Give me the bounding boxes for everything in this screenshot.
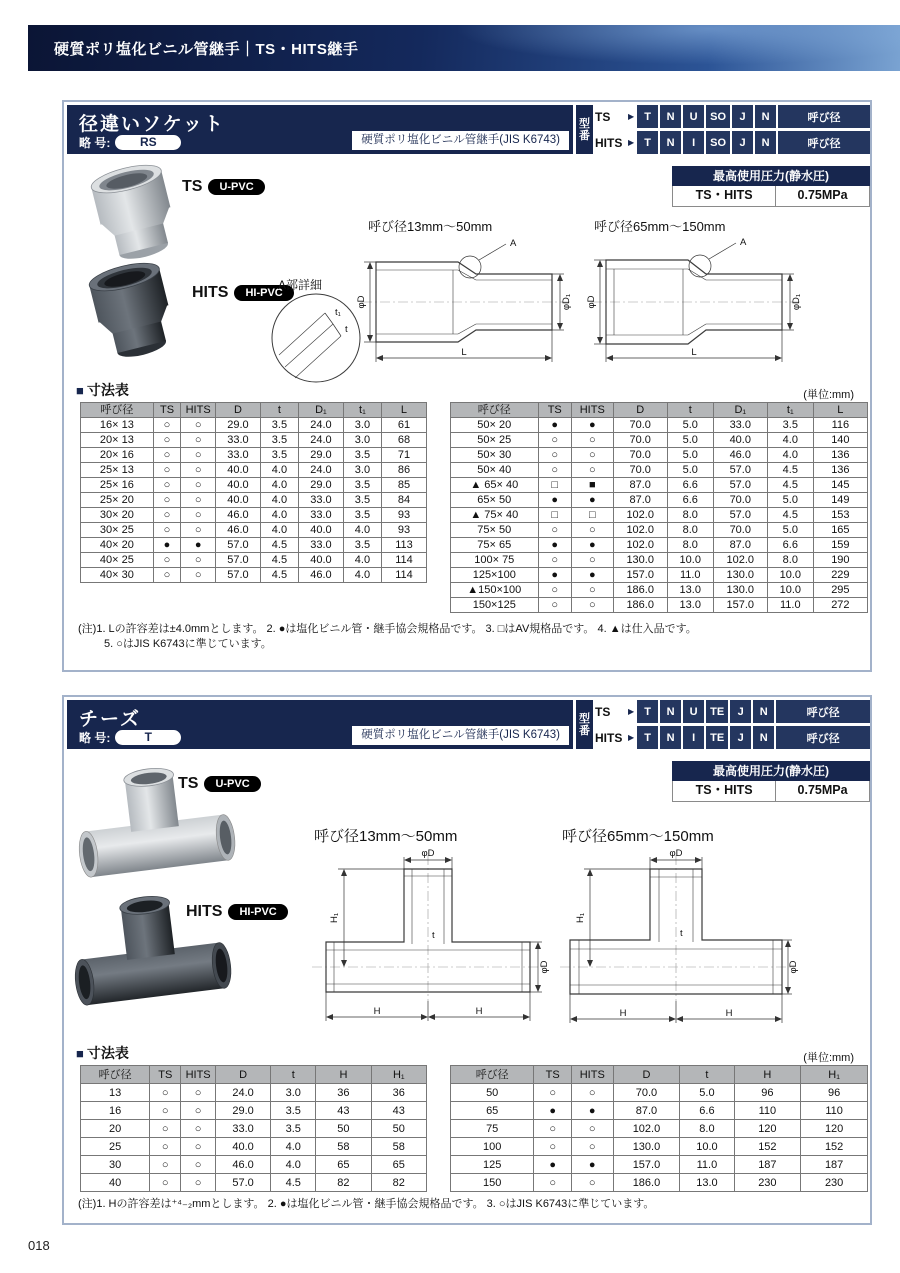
column-header: HITS [571,403,613,418]
column-header: t₁ [767,403,813,418]
title-bullet: ■ [76,382,84,398]
svg-text:φD: φD [356,295,367,309]
column-header: t [260,403,298,418]
unit-label: (単位:mm) [803,389,854,401]
svg-text:A: A [740,237,747,248]
column-header: H [316,1066,371,1084]
table-row: 25 ○ ○ 40.0 4.0 58 58 [81,1138,427,1156]
column-header: t [680,1066,734,1084]
column-header: D₁ [713,403,767,418]
unit-label: (単位:mm) [803,1052,854,1064]
series-name: HITS [595,135,623,150]
socket-drawing-small [356,230,572,374]
table-row: 20 ○ ○ 33.0 3.5 50 50 [81,1120,427,1138]
drawing-range-large-label: 呼び径65mm〜150mm [562,828,714,845]
table-row: 50× 25 ○ ○ 70.0 5.0 40.0 4.0 140 [451,433,868,448]
model-row-ts [595,700,870,723]
svg-text:t: t [680,928,683,939]
material-badge: HI-PVC [228,904,287,920]
page-banner [28,25,900,71]
column-header: D₁ [298,403,343,418]
ts-socket-photo [76,160,194,268]
section-reducing-socket [62,100,872,672]
model-number-label: 型 番 [576,700,593,749]
dimension-table-left [80,1065,427,1192]
svg-text:φD: φD [421,848,435,859]
product-name: HITS [186,903,223,920]
svg-text:L: L [461,347,467,358]
arrow-icon: ▶ [628,707,635,716]
table-notes: (注)1. Lの許容差は±4.0mmとします。 2. ●は塩化ビニル管・継手協会規格品です。 3. □はAV規格品です。 4. ▲は仕入品です。 5. ○はJIS K6743に準じています。 [78,623,697,650]
ts-product-label [178,775,261,793]
table-row: ▲150×100 ○ ○ 186.0 13.0 130.0 10.0 295 [451,583,868,598]
arrow-icon: ▶ [628,112,635,121]
table-row: 25× 13 ○ ○ 40.0 4.0 24.0 3.0 86 [81,463,427,478]
pressure-value: 0.75MPa [797,188,848,202]
svg-text:H: H [725,1008,733,1019]
series-name: TS [595,704,611,719]
svg-text:φD: φD [539,960,550,974]
tee-drawing-small [308,849,548,1035]
table-row: 16 ○ ○ 29.0 3.5 43 43 [81,1102,427,1120]
drawing-range-small-label: 呼び径13mm〜50mm [368,219,493,234]
table-row: 40× 25 ○ ○ 57.0 4.5 40.0 4.0 114 [81,553,427,568]
table-row: 20× 16 ○ ○ 33.0 3.5 29.0 3.5 71 [81,448,427,463]
section-tee [62,695,872,1225]
model-number-label: 型 番 [576,105,593,154]
column-header: TS [538,403,571,418]
max-pressure-box [672,761,870,802]
svg-text:H: H [619,1008,627,1019]
jis-standard-note: 硬質ポリ塩化ビニル管継手(JIS K6743) [352,131,569,150]
table-row: 30 ○ ○ 46.0 4.0 65 65 [81,1156,427,1174]
column-header: HITS [181,1066,216,1084]
svg-text:φD₁: φD₁ [791,293,802,311]
page-number: 018 [28,1238,50,1253]
hits-product-label [186,903,288,921]
model-row-hits [595,131,870,154]
material-badge: U-PVC [208,179,264,195]
pressure-series: TS・HITS [673,781,776,801]
svg-text:H₁: H₁ [575,912,586,924]
dimension-table-left [80,402,427,583]
column-header: TS [150,1066,181,1084]
svg-text:φD: φD [788,960,799,974]
table-row: 20× 13 ○ ○ 33.0 3.5 24.0 3.0 68 [81,433,427,448]
product-name: TS [178,775,199,792]
dimension-table-title: ■ 寸法表 [76,382,129,398]
drawing-range-small-label: 呼び径13mm〜50mm [314,828,458,845]
model-number-matrix [576,700,870,749]
table-row: 150 ○ ○ 186.0 13.0 230 230 [451,1174,868,1192]
a-detail-label: A部詳細 [278,278,323,292]
max-pressure-title: 最高使用圧力(静水圧) [672,166,870,186]
svg-text:φD: φD [669,848,683,859]
pressure-value: 0.75MPa [797,783,848,797]
column-header: 呼び径 [81,1066,150,1084]
code-label: 略 号: [79,135,111,150]
table-row: 125 ● ● 157.0 11.0 187 187 [451,1156,868,1174]
table-row: ▲ 75× 40 □ □ 102.0 8.0 57.0 4.5 153 [451,508,868,523]
table-row: 65 ● ● 87.0 6.6 110 110 [451,1102,868,1120]
svg-text:φD₁: φD₁ [561,293,572,311]
model-code-tiles: T N I SO J N 呼び径 [637,131,870,154]
arrow-icon: ▶ [628,138,635,147]
code-pill: T [115,730,181,745]
jis-standard-note: 硬質ポリ塩化ビニル管継手(JIS K6743) [352,726,569,745]
svg-text:t: t [345,324,348,335]
column-header: D [613,1066,680,1084]
section-header [67,105,573,154]
table-row: 100 ○ ○ 130.0 10.0 152 152 [451,1138,868,1156]
model-code-tiles: T N I TE J N 呼び径 [637,726,870,749]
column-header: 呼び径 [451,1066,534,1084]
series-name: TS [595,109,611,124]
code-row [79,729,181,745]
column-header: H₁ [371,1066,426,1084]
svg-text:t₁: t₁ [335,307,341,318]
page-banner-title: 硬質ポリ塩化ビニル管継手｜TS・HITS継手 [54,41,359,58]
table-row: 65× 50 ● ● 87.0 6.6 70.0 5.0 149 [451,493,868,508]
series-name: HITS [595,730,623,745]
pressure-series: TS・HITS [673,186,776,206]
max-pressure-box [672,166,870,207]
a-detail-drawing [269,291,364,386]
column-header: t [271,1066,316,1084]
svg-text:H₁: H₁ [329,912,340,924]
table-row: 25× 16 ○ ○ 40.0 4.0 29.0 3.5 85 [81,478,427,493]
table-notes: (注)1. Hの許容差は⁺⁴₋₂mmとします。 2. ●は塩化ビニル管・継手協会規格品です。 3. ○はJIS K6743に準じています。 [78,1198,655,1210]
hits-socket-photo [74,258,192,366]
dimension-table-right [450,402,868,613]
title-bullet: ■ [76,1045,84,1061]
column-header: t [667,403,713,418]
column-header: TS [534,1066,572,1084]
svg-text:H: H [373,1006,381,1017]
table-row: 40 ○ ○ 57.0 4.5 82 82 [81,1174,427,1192]
table-row: 30× 20 ○ ○ 46.0 4.0 33.0 3.5 93 [81,508,427,523]
column-header: HITS [181,403,216,418]
max-pressure-title: 最高使用圧力(静水圧) [672,761,870,781]
table-row: 40× 20 ● ● 57.0 4.5 33.0 3.5 113 [81,538,427,553]
table-row: 125×100 ● ● 157.0 11.0 130.0 10.0 229 [451,568,868,583]
svg-text:A: A [510,238,517,249]
table-row: ▲ 65× 40 □ ■ 87.0 6.6 57.0 4.5 145 [451,478,868,493]
column-header: 呼び径 [451,403,539,418]
column-header: H₁ [801,1066,868,1084]
table-row: 50 ○ ○ 70.0 5.0 96 96 [451,1084,868,1102]
table-row: 75× 50 ○ ○ 102.0 8.0 70.0 5.0 165 [451,523,868,538]
socket-drawing-large [586,230,802,374]
svg-text:φD: φD [586,295,597,309]
model-code-tiles: T N U SO J N 呼び径 [637,105,870,128]
model-number-matrix [576,105,870,154]
material-badge: HI-PVC [234,285,293,301]
material-badge: U-PVC [204,776,260,792]
product-name: HITS [192,284,229,301]
column-header: L [381,403,426,418]
code-pill: RS [115,135,181,150]
section-header [67,700,573,749]
table-row: 16× 13 ○ ○ 29.0 3.5 24.0 3.0 61 [81,418,427,433]
drawing-range-large-label: 呼び径65mm〜150mm [594,219,726,234]
table-row: 30× 25 ○ ○ 46.0 4.0 40.0 4.0 93 [81,523,427,538]
column-header: 呼び径 [81,403,154,418]
table-row: 25× 20 ○ ○ 40.0 4.0 33.0 3.5 84 [81,493,427,508]
table-row: 13 ○ ○ 24.0 3.0 36 36 [81,1084,427,1102]
column-header: L [813,403,867,418]
ts-product-label [182,178,265,196]
dimension-table-right [450,1065,868,1192]
svg-text:L: L [691,347,697,358]
code-label: 略 号: [79,730,111,745]
dimension-table-title: ■ 寸法表 [76,1045,129,1061]
column-header: D [215,1066,270,1084]
table-row: 75 ○ ○ 102.0 8.0 120 120 [451,1120,868,1138]
table-row: 75× 65 ● ● 102.0 8.0 87.0 6.6 159 [451,538,868,553]
product-name: TS [182,178,203,195]
table-row: 50× 40 ○ ○ 70.0 5.0 57.0 4.5 136 [451,463,868,478]
tee-drawing-large [556,848,799,1035]
column-header: D [613,403,667,418]
table-row: 50× 30 ○ ○ 70.0 5.0 46.0 4.0 136 [451,448,868,463]
code-row [79,134,181,150]
section-title: 径違いソケット [79,114,225,135]
column-header: t₁ [343,403,381,418]
table-row: 50× 20 ● ● 70.0 5.0 33.0 3.5 116 [451,418,868,433]
svg-text:H: H [475,1006,483,1017]
column-header: TS [153,403,181,418]
column-header: D [215,403,260,418]
model-row-ts [595,105,870,128]
model-code-tiles: T N U TE J N 呼び径 [637,700,870,723]
table-row: 40× 30 ○ ○ 57.0 4.5 46.0 4.0 114 [81,568,427,583]
arrow-icon: ▶ [628,733,635,742]
svg-text:t: t [432,930,435,941]
table-row: 150×125 ○ ○ 186.0 13.0 157.0 11.0 272 [451,598,868,613]
model-row-hits [595,726,870,749]
column-header: H [734,1066,801,1084]
section-title: チーズ [79,709,142,730]
column-header: HITS [571,1066,613,1084]
table-row: 100× 75 ○ ○ 130.0 10.0 102.0 8.0 190 [451,553,868,568]
